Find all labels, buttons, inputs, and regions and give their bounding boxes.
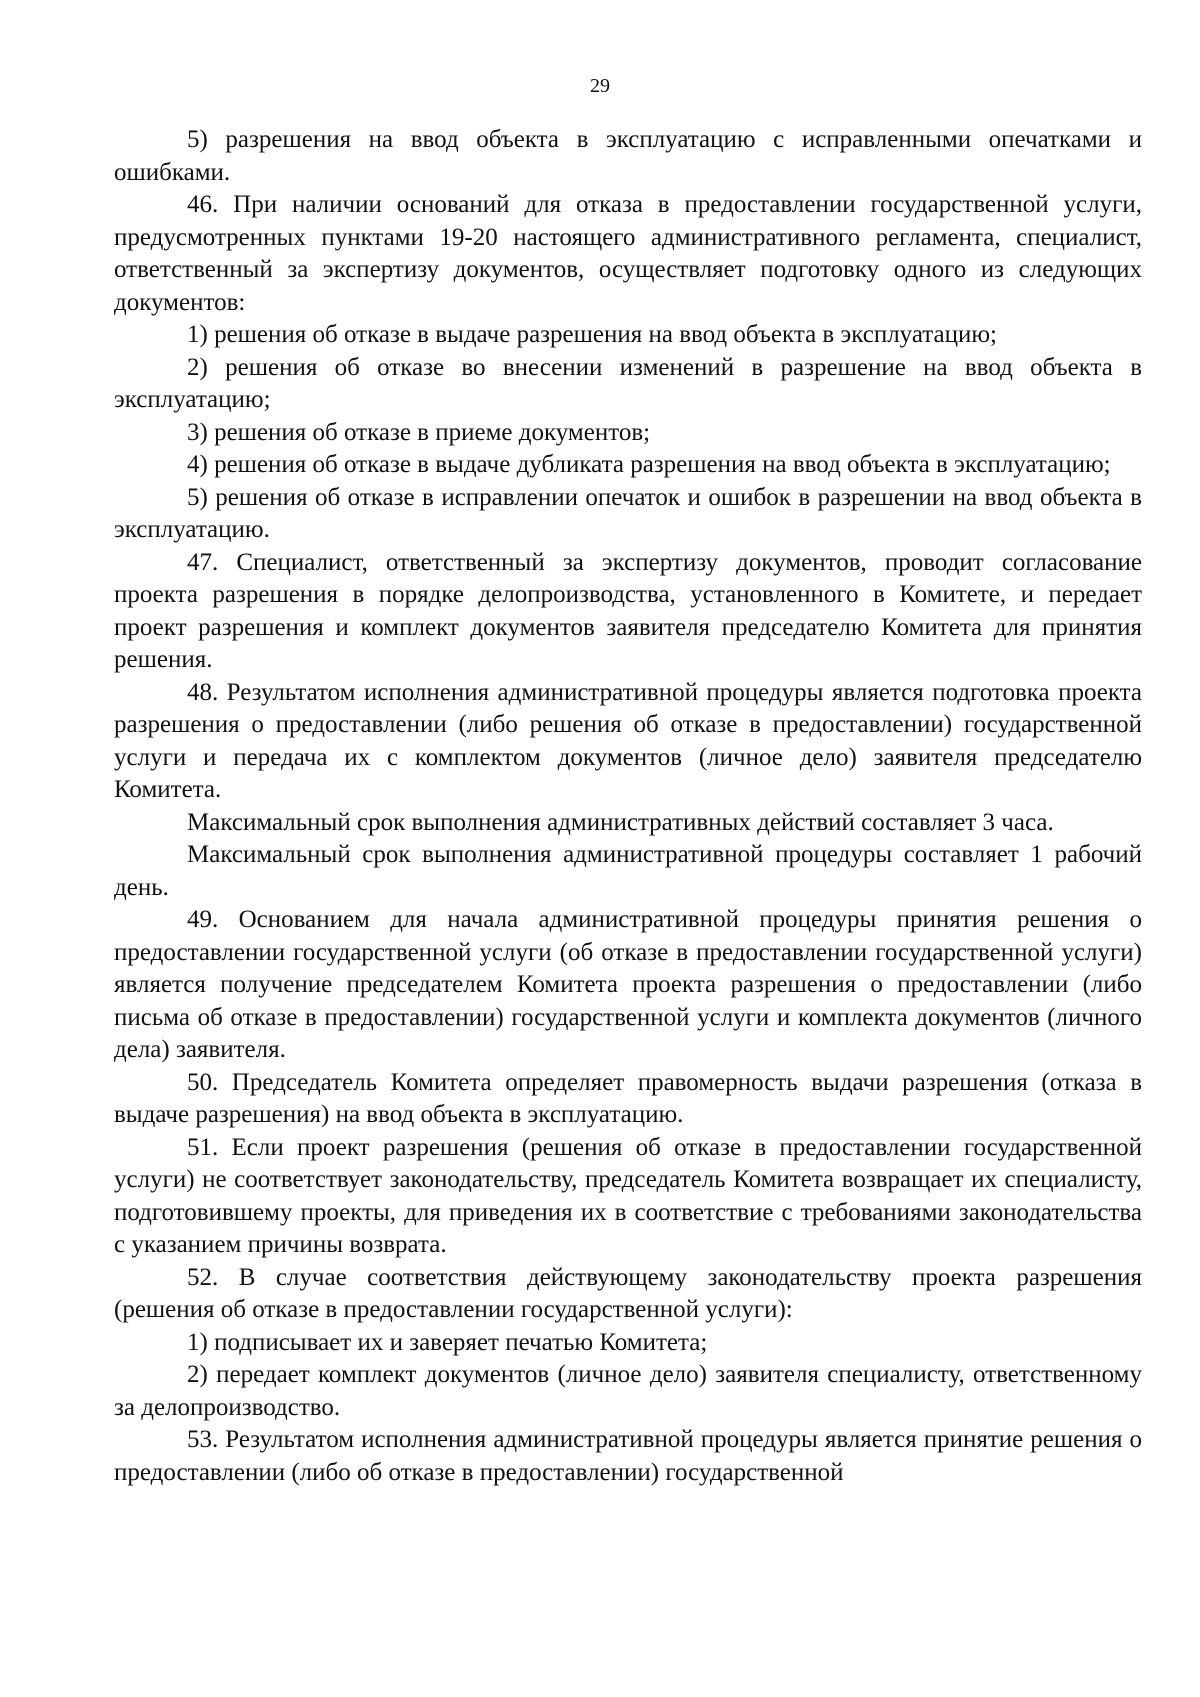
paragraph-max-time-actions: Максимальный срок выполнения административных действий составляет 3 часа. bbox=[187, 808, 1054, 836]
paragraph-46: 46. При наличии оснований для отказа в предоставлении государственной услуги, предусмотренных пунктами 19-20 настоящего административного регламента, специалист, ответственный за экспертизу документов, осуществляет подготовку одного из следующих документов: bbox=[114, 191, 1142, 316]
list-item-refusal-corrections: 5) решения об отказе в исправлении опечаток и ошибок в разрешении на ввод объекта в эксплуатацию. bbox=[114, 483, 1142, 543]
list-item-refusal-duplicate: 4) решения об отказе в выдаче дубликата разрешения на ввод объекта в эксплуатацию; bbox=[187, 451, 1111, 478]
list-item-refusal-changes: 2) решения об отказе во внесении изменений в разрешение на ввод объекта в эксплуатацию; bbox=[114, 353, 1142, 413]
list-item-refusal-permit: 1) решения об отказе в выдаче разрешения на ввод объекта в эксплуатацию; bbox=[187, 321, 997, 348]
paragraph-51: 51. Если проект разрешения (решения об отказе в предоставлении государственной услуги) не соответствует законодательству, председатель Комитета возвращает их специалисту, подготовившему проекты, для приведения их в соответствие с требованиями законодательства с указанием причины возврата. bbox=[114, 1133, 1142, 1258]
list-item-sign-and-seal: 1) подписывает их и заверяет печатью Комитета; bbox=[187, 1328, 708, 1356]
page-number: 29 bbox=[590, 75, 610, 97]
paragraph-50: 50. Председатель Комитета определяет правомерность выдачи разрешения (отказа в выдаче разрешения) на ввод объекта в эксплуатацию. bbox=[114, 1068, 1142, 1128]
paragraph-49: 49. Основанием для начала административной процедуры принятия решения о предоставлении государственной услуги (об отказе в предоставлении государственной услуги) является получение председателем Комитета проекта разрешения о предоставлении (либо письма об отказе в предоставлении) государственной услуги и комплекта документов (личного дела) заявителя. bbox=[114, 906, 1142, 1063]
paragraph-item-5-corrected-permit: 5) разрешения на ввод объекта в эксплуатацию с исправленными опечатками и ошибками. bbox=[114, 126, 1142, 186]
list-item-refusal-acceptance: 3) решения об отказе в приеме документов; bbox=[187, 418, 651, 446]
document-body bbox=[114, 124, 1142, 1489]
paragraph-53: 53. Результатом исполнения административной процедуры является принятие решения о предоставлении (либо об отказе в предоставлении) государственной bbox=[114, 1426, 1142, 1486]
paragraph-52: 52. В случае соответствия действующему законодательству проекта разрешения (решения об отказе в предоставлении государственной услуги): bbox=[114, 1263, 1142, 1323]
paragraph-47: 47. Специалист, ответственный за экспертизу документов, проводит согласование проекта разрешения в порядке делопроизводства, установленного в Комитете, и передает проект разрешения и комплект документов заявителя председателю Комитета для принятия решения. bbox=[114, 548, 1142, 673]
list-item-transfer-documents: 2) передает комплект документов (личное дело) заявителя специалисту, ответственному за делопроизводство. bbox=[114, 1361, 1142, 1421]
paragraph-max-time-procedure: Максимальный срок выполнения административной процедуры составляет 1 рабочий день. bbox=[114, 841, 1142, 901]
paragraph-48: 48. Результатом исполнения административной процедуры является подготовка проекта разрешения о предоставлении (либо решения об отказе в предоставлении) государственной услуги и передача их с комплектом документов (личное дело) заявителя председателю Комитета. bbox=[114, 678, 1142, 803]
